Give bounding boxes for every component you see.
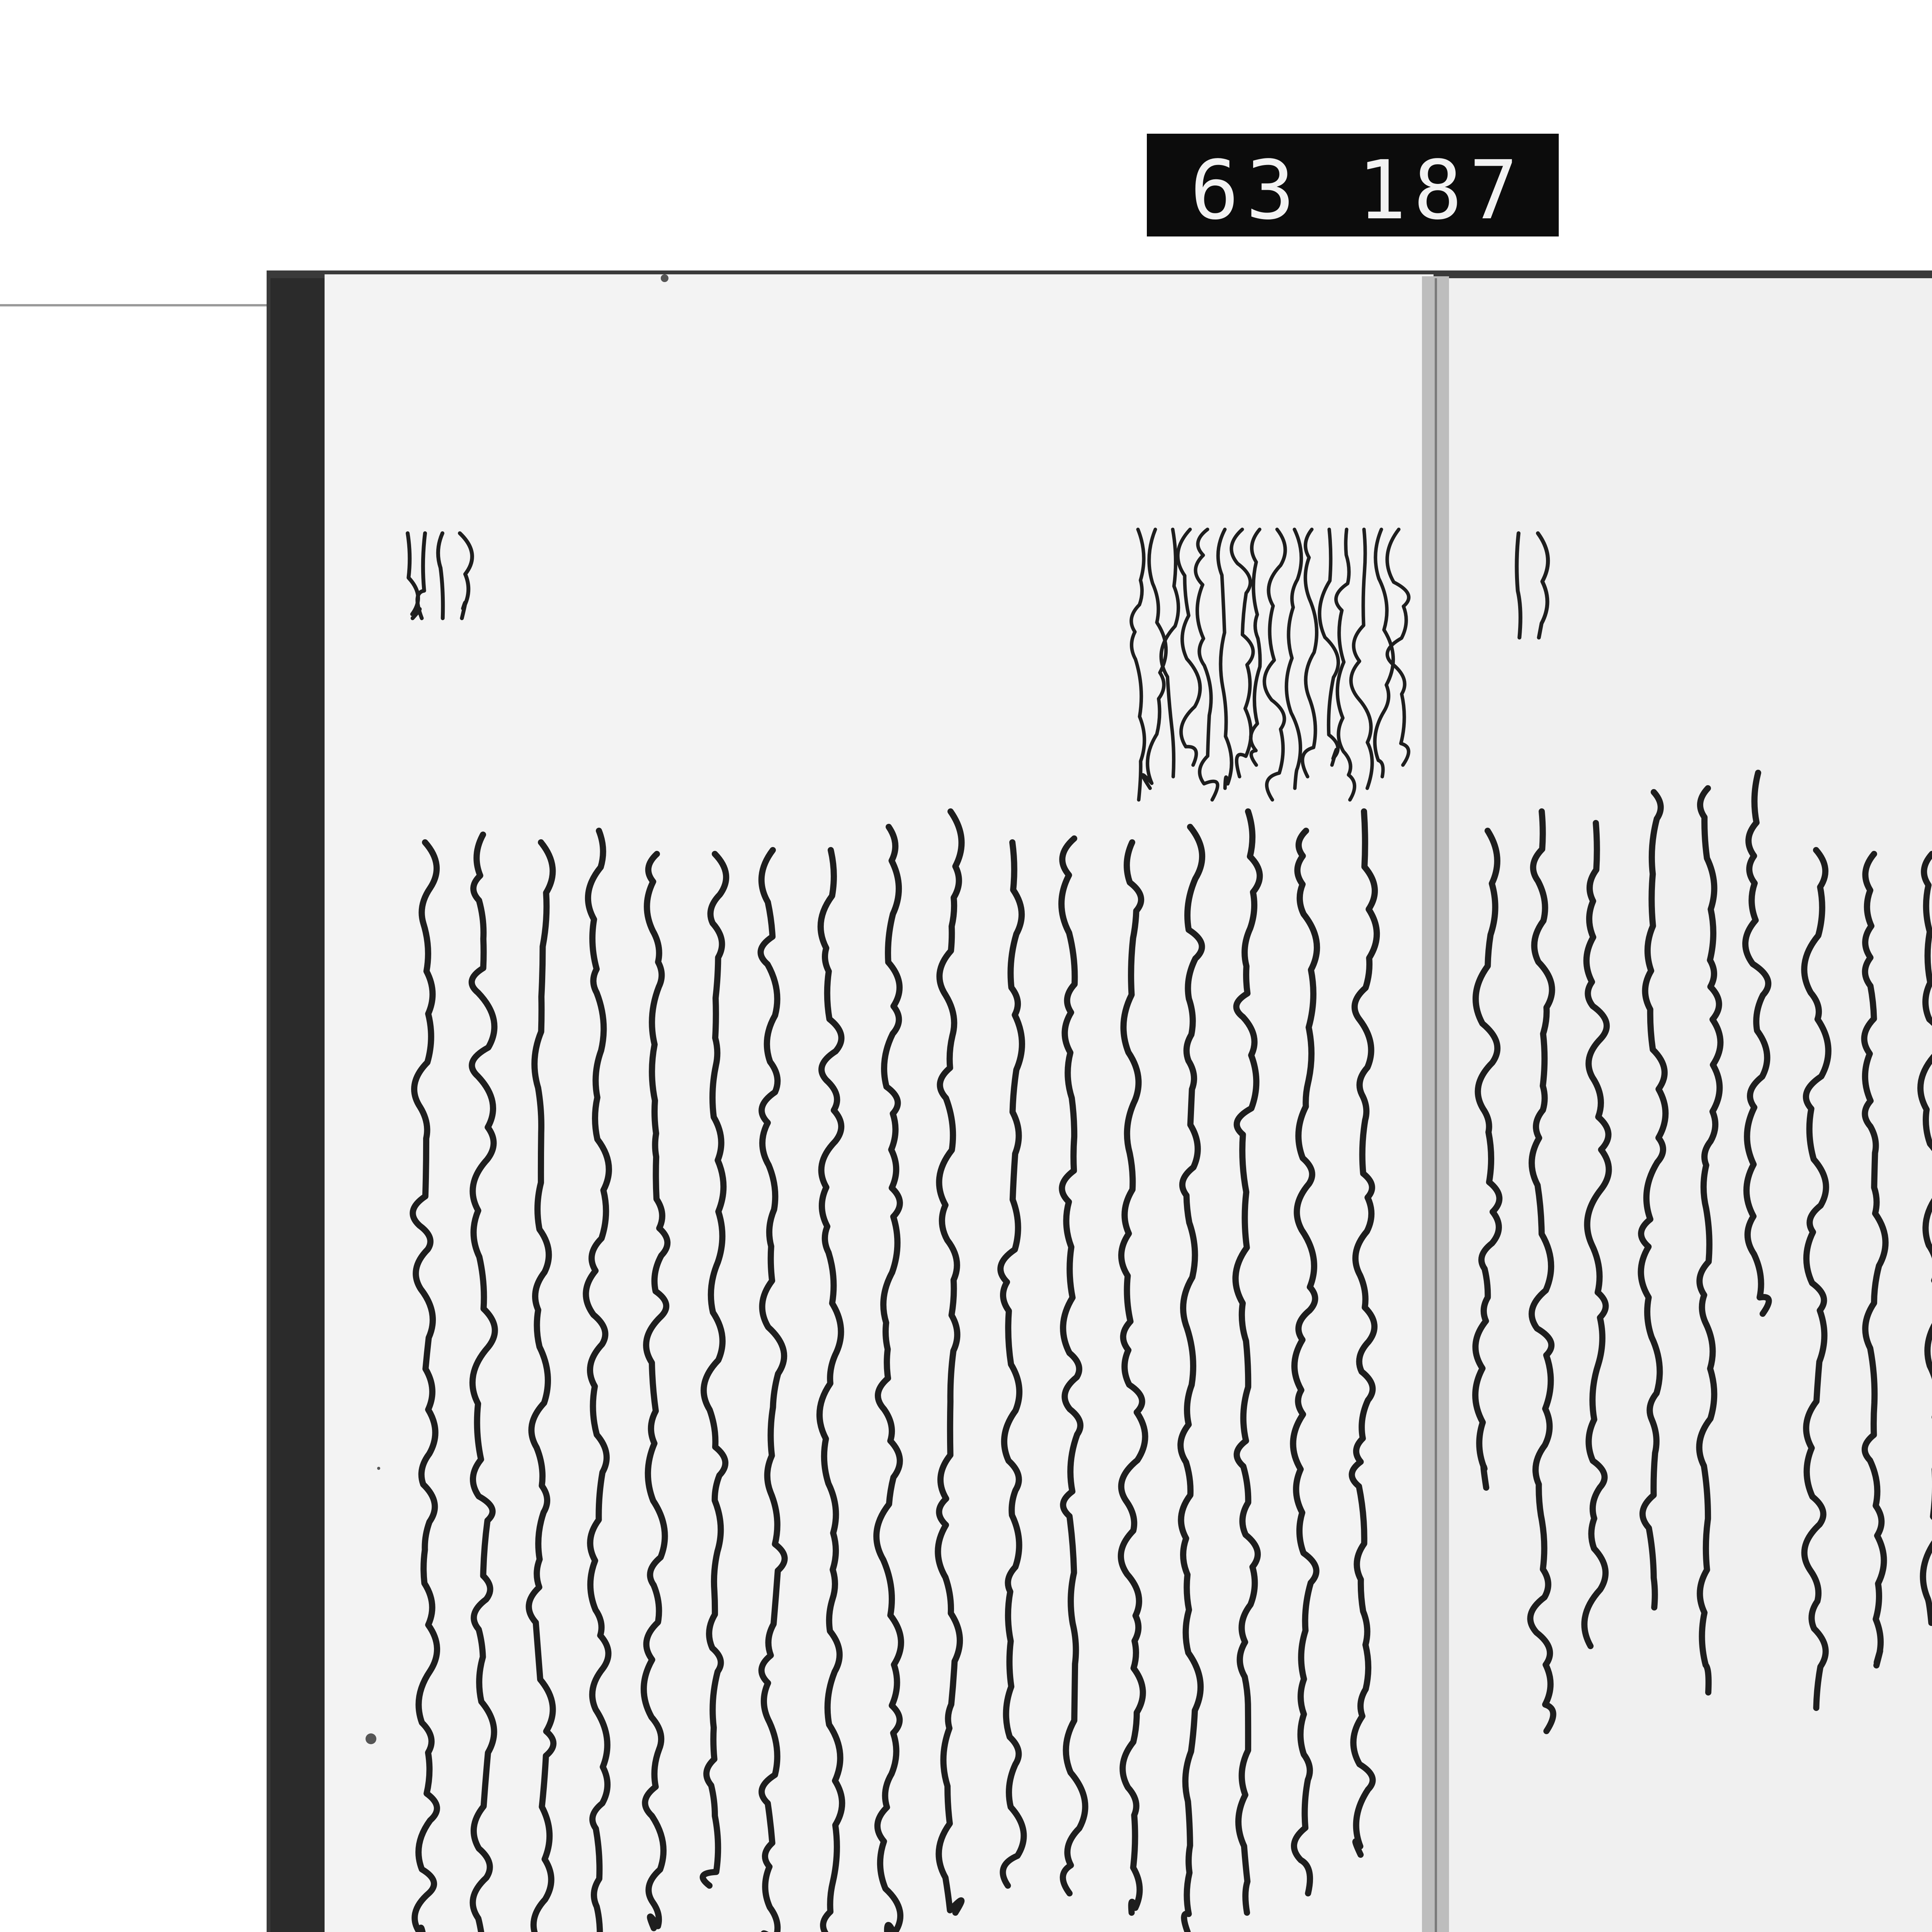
annotation-mark bbox=[661, 274, 668, 282]
archive-label-text: 63 187 bbox=[1190, 143, 1525, 238]
annotation-mark bbox=[377, 1467, 380, 1470]
right-page bbox=[1441, 278, 1932, 1932]
annotation-mark bbox=[366, 1733, 376, 1744]
